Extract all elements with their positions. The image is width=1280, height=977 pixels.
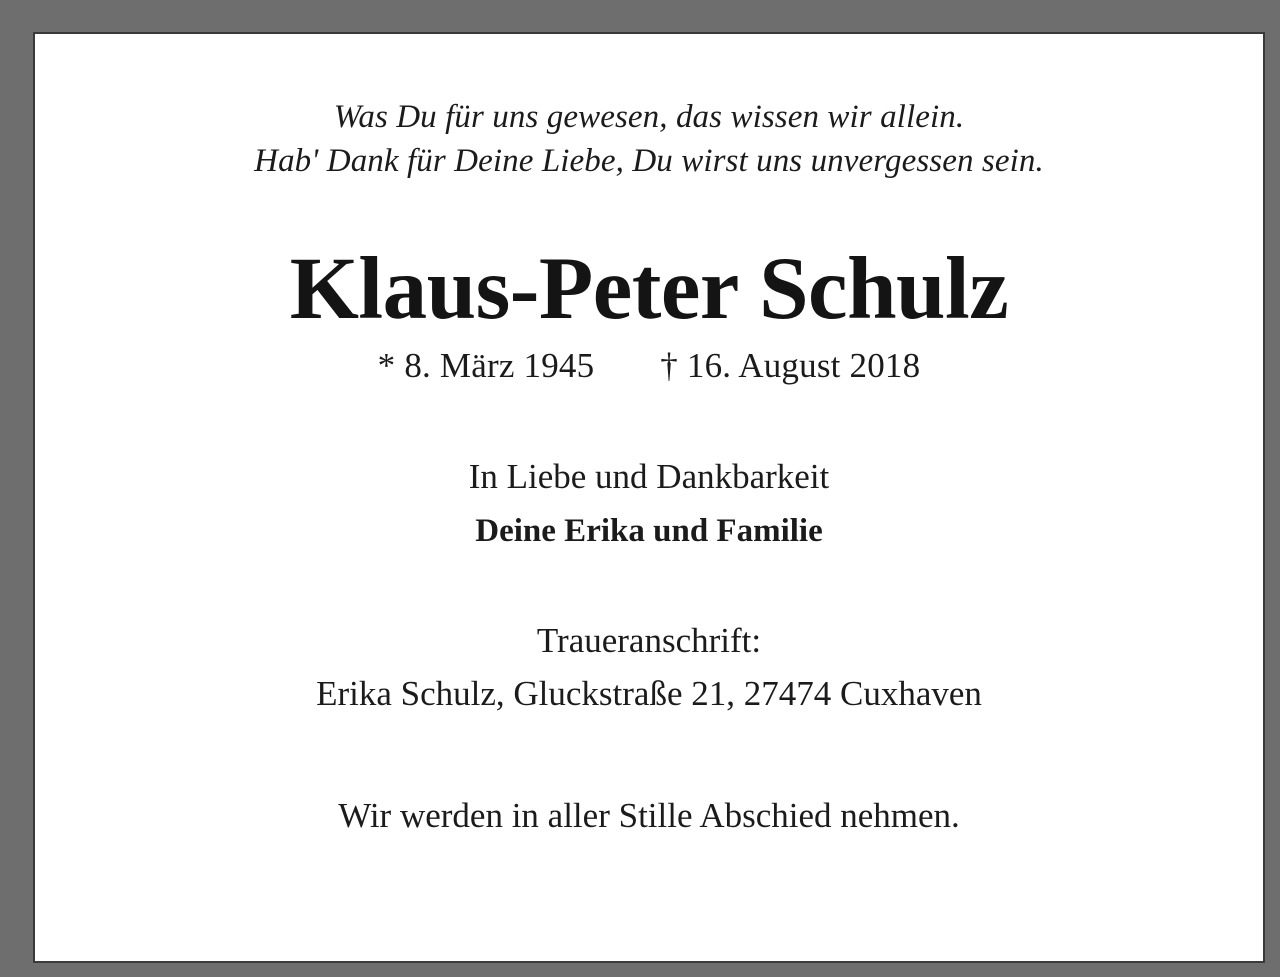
obituary-content bbox=[35, 34, 1263, 961]
tribute-text: In Liebe und Dankbarkeit bbox=[468, 457, 830, 497]
life-dates bbox=[69, 346, 1229, 386]
closing-note: Wir werden in aller Stille Abschied nehmen. bbox=[338, 796, 960, 836]
memorial-verse bbox=[69, 96, 1229, 183]
mourning-address-label: Traueranschrift: bbox=[536, 621, 762, 661]
birth-date: * 8. März 1945 bbox=[377, 346, 595, 386]
deceased-name: Klaus-Peter Schulz bbox=[289, 240, 1009, 339]
memorial-verse-line-2: Hab' Dank für Deine Liebe, Du wirst uns unvergessen sein. bbox=[254, 142, 1044, 179]
memorial-verse-line-1: Was Du für uns gewesen, das wissen wir allein. bbox=[333, 99, 965, 135]
family-signature: Deine Erika und Familie bbox=[475, 513, 823, 550]
mourning-address: Erika Schulz, Gluckstraße 21, 27474 Cuxhaven bbox=[316, 673, 982, 713]
death-date: † 16. August 2018 bbox=[660, 346, 921, 386]
obituary-card bbox=[33, 32, 1265, 963]
mourning-address-block bbox=[69, 615, 1229, 720]
